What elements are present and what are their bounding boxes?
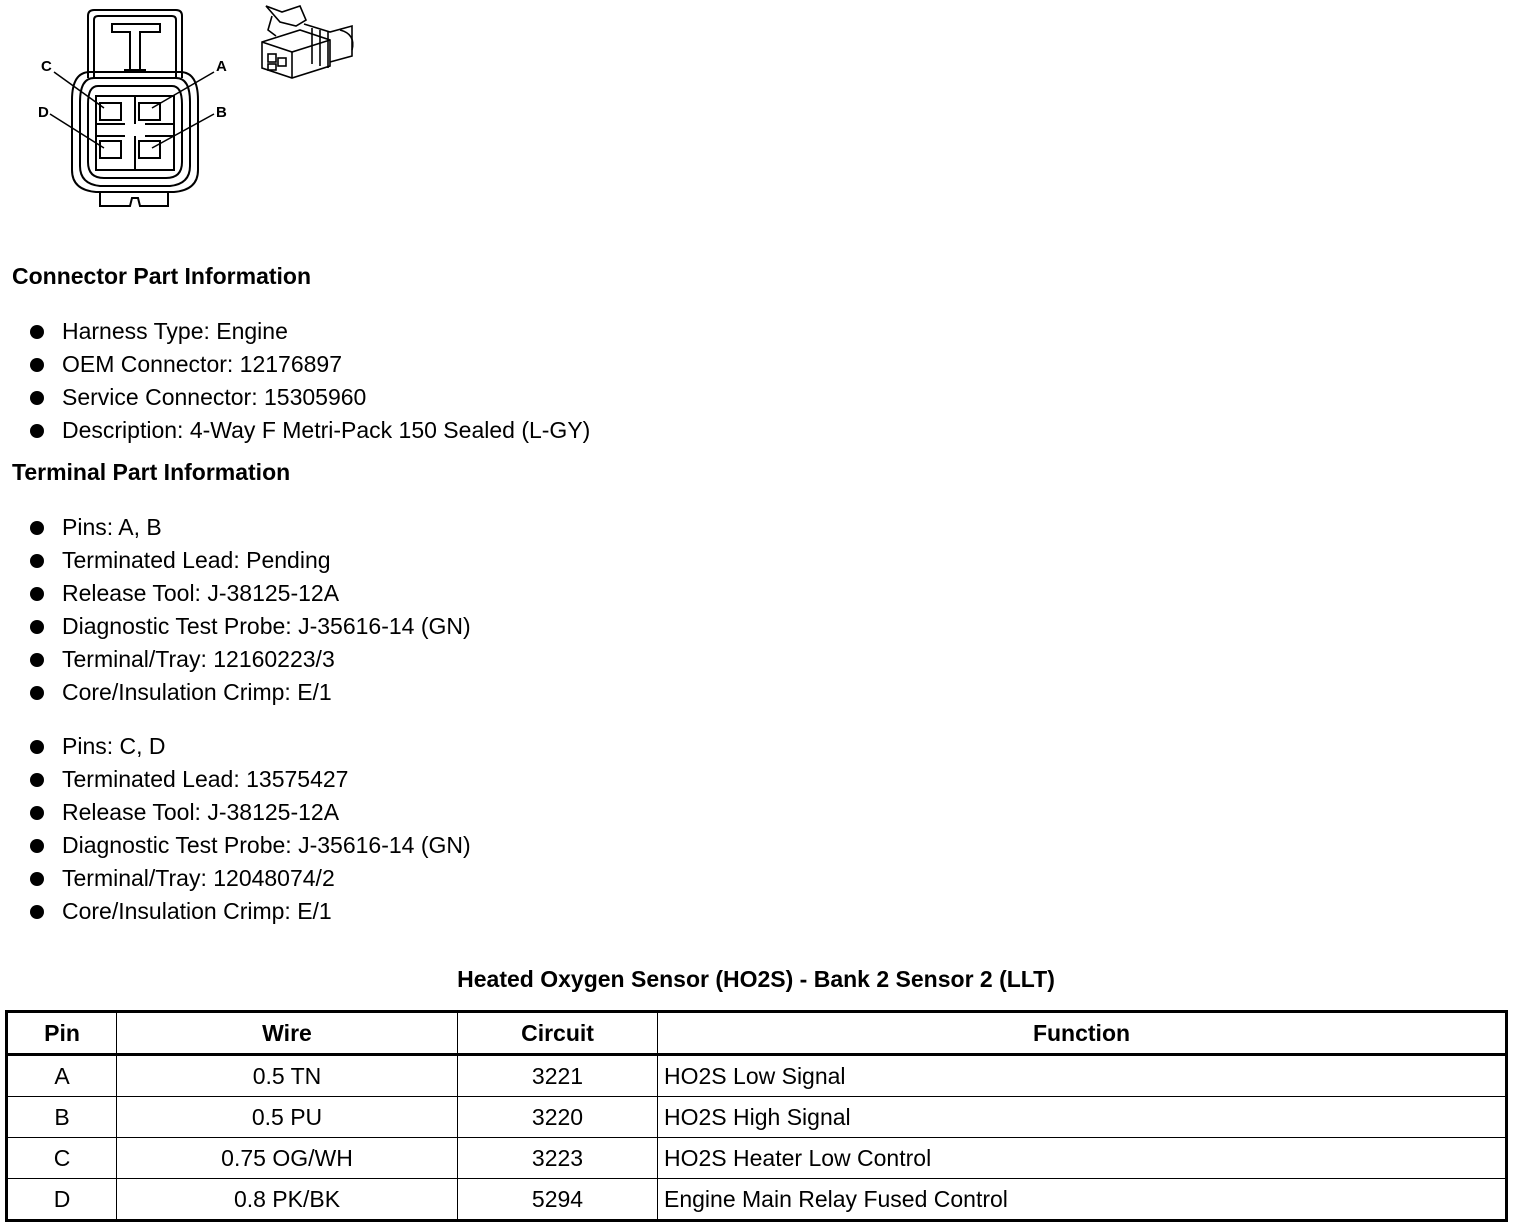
list-item: Service Connector: 15305960 xyxy=(28,381,590,414)
connector-face-drawing xyxy=(72,10,198,206)
bullet-icon xyxy=(30,587,44,601)
list-item: OEM Connector: 12176897 xyxy=(28,348,590,381)
bullet-icon xyxy=(30,773,44,787)
list-item: Diagnostic Test Probe: J-35616-14 (GN) xyxy=(28,829,471,862)
cavity-c xyxy=(100,103,121,120)
cell-circuit: 3223 xyxy=(458,1138,658,1179)
bullet-icon xyxy=(30,521,44,535)
cell-function: Engine Main Relay Fused Control xyxy=(658,1179,1507,1221)
connector-part-info-heading: Connector Part Information xyxy=(12,263,312,289)
cell-wire: 0.5 TN xyxy=(117,1055,458,1097)
bullet-icon xyxy=(30,391,44,405)
cell-function: HO2S Low Signal xyxy=(658,1055,1507,1097)
pin-label-b: B xyxy=(216,104,227,121)
list-item: Core/Insulation Crimp: E/1 xyxy=(28,676,471,709)
bullet-icon xyxy=(30,653,44,667)
list-item: Harness Type: Engine xyxy=(28,315,590,348)
bullet-icon xyxy=(30,872,44,886)
table-header-row xyxy=(7,1012,1507,1055)
cell-circuit: 3220 xyxy=(458,1097,658,1138)
list-item: Terminal/Tray: 12160223/3 xyxy=(28,643,471,676)
table-row xyxy=(7,1055,1507,1097)
table-row xyxy=(7,1097,1507,1138)
bullet-icon xyxy=(30,554,44,568)
cell-function: HO2S High Signal xyxy=(658,1097,1507,1138)
list-item: Terminal/Tray: 12048074/2 xyxy=(28,862,471,895)
bullet-icon xyxy=(30,740,44,754)
cell-circuit: 5294 xyxy=(458,1179,658,1221)
pin-label-d: D xyxy=(38,104,49,121)
table-row xyxy=(7,1138,1507,1179)
cell-pin: B xyxy=(7,1097,117,1138)
connector-perspective-drawing xyxy=(262,6,353,78)
header-pin: Pin xyxy=(7,1012,117,1055)
list-item: Core/Insulation Crimp: E/1 xyxy=(28,895,471,928)
cell-wire: 0.5 PU xyxy=(117,1097,458,1138)
terminal-cavities xyxy=(100,103,160,158)
terminal-group-cd-list xyxy=(28,730,471,928)
cell-pin: A xyxy=(7,1055,117,1097)
list-item: Release Tool: J-38125-12A xyxy=(28,577,471,610)
cell-wire: 0.8 PK/BK xyxy=(117,1179,458,1221)
pin-label-a: A xyxy=(216,58,227,75)
list-item: Terminated Lead: 13575427 xyxy=(28,763,471,796)
list-item: Release Tool: J-38125-12A xyxy=(28,796,471,829)
list-item: Pins: A, B xyxy=(28,511,471,544)
connector-part-info-list xyxy=(28,315,590,447)
bullet-icon xyxy=(30,686,44,700)
connector-diagram xyxy=(0,0,370,220)
cell-pin: C xyxy=(7,1138,117,1179)
pin-label-c: C xyxy=(41,58,52,75)
pin-table xyxy=(5,1010,1508,1222)
bullet-icon xyxy=(30,620,44,634)
bullet-icon xyxy=(30,424,44,438)
bullet-icon xyxy=(30,806,44,820)
cell-circuit: 3221 xyxy=(458,1055,658,1097)
cell-wire: 0.75 OG/WH xyxy=(117,1138,458,1179)
header-wire: Wire xyxy=(117,1012,458,1055)
bullet-icon xyxy=(30,905,44,919)
pin-table-title: Heated Oxygen Sensor (HO2S) - Bank 2 Sensor 2 (LLT) xyxy=(457,966,1055,992)
terminal-group-ab-list xyxy=(28,511,471,709)
terminal-part-info-heading: Terminal Part Information xyxy=(12,459,291,485)
list-item: Pins: C, D xyxy=(28,730,471,763)
header-function: Function xyxy=(658,1012,1507,1055)
cell-pin: D xyxy=(7,1179,117,1221)
cavity-d xyxy=(100,141,121,158)
list-item: Diagnostic Test Probe: J-35616-14 (GN) xyxy=(28,610,471,643)
list-item: Terminated Lead: Pending xyxy=(28,544,471,577)
cell-function: HO2S Heater Low Control xyxy=(658,1138,1507,1179)
bullet-icon xyxy=(30,325,44,339)
table-row xyxy=(7,1179,1507,1221)
header-circuit: Circuit xyxy=(458,1012,658,1055)
bullet-icon xyxy=(30,839,44,853)
cavity-b xyxy=(139,141,160,158)
list-item: Description: 4-Way F Metri-Pack 150 Sealed (L-GY) xyxy=(28,414,590,447)
bullet-icon xyxy=(30,358,44,372)
